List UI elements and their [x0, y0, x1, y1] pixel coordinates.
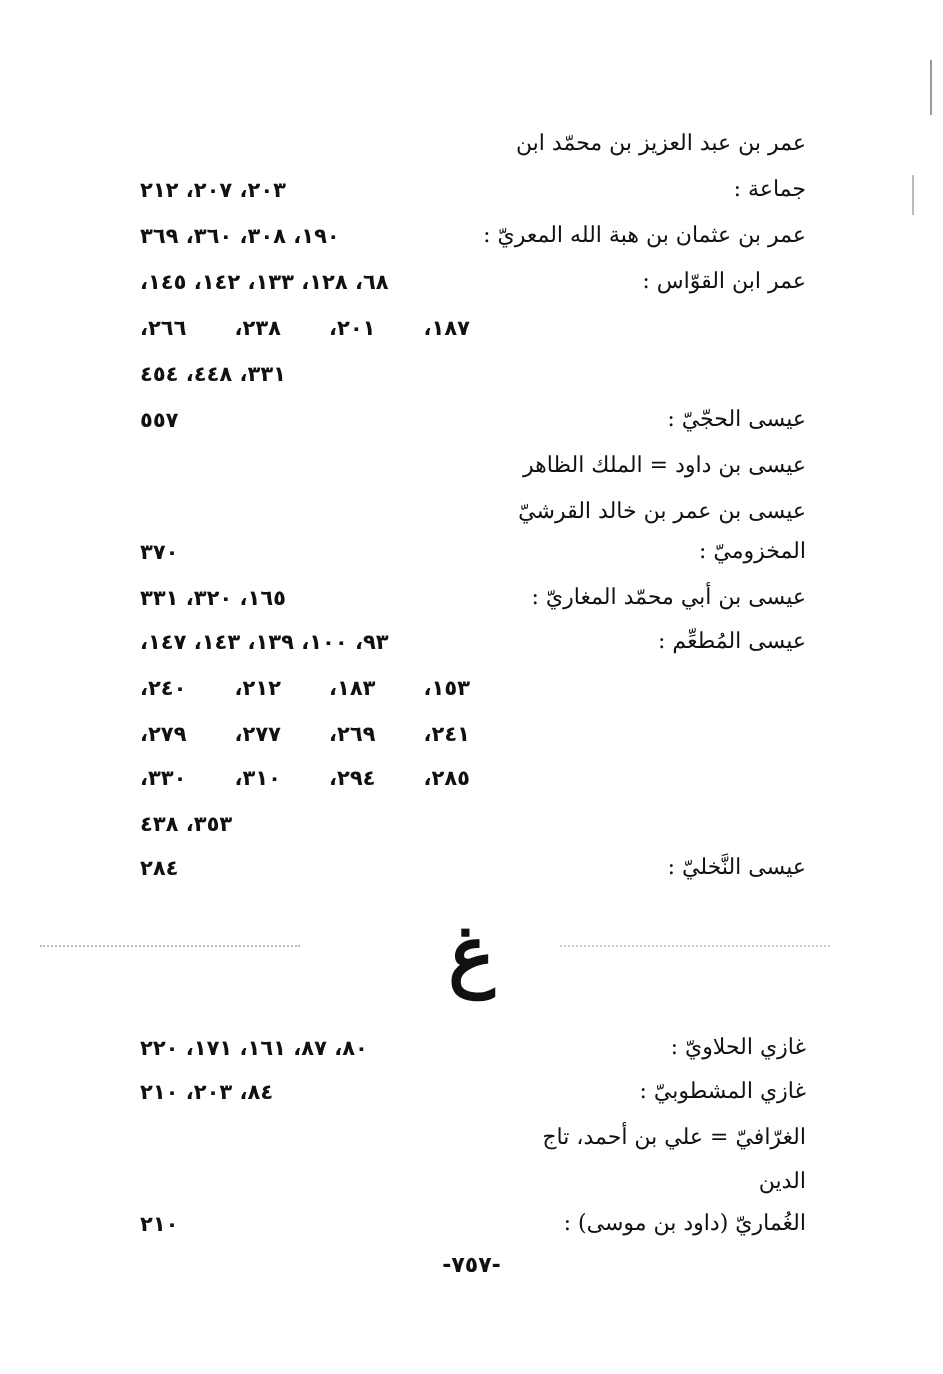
index-entry-continuation [140, 306, 470, 350]
index-entry-continuation [140, 712, 470, 756]
index-entry [130, 490, 806, 534]
entry-name: عيسى بن أبي محمّد المغاريّ : [531, 585, 806, 610]
index-entry [130, 576, 806, 620]
entry-pages: ٦٨، ١٢٨، ١٣٣، ١٤٢، ١٤٥، [140, 270, 389, 294]
entry-pages: ١٦٥، ٣٢٠، ٣٣١ [140, 586, 286, 610]
index-entry [130, 620, 806, 664]
entry-pages: ٥٥٧ [140, 408, 179, 432]
index-entry [130, 1202, 806, 1246]
entry-pages: ٣٣١، ٤٤٨، ٤٥٤ [140, 362, 286, 386]
scan-margin-mark [930, 60, 932, 115]
entry-name: الغُماريّ (داود بن موسى) : [563, 1211, 806, 1236]
index-entry [130, 1116, 806, 1160]
entry-pages: ٣٧٠ [140, 540, 179, 564]
page-number: -٧٥٧- [442, 1253, 501, 1278]
index-entry [130, 530, 806, 574]
entry-name: عمر بن عبد العزيز بن محمّد ابن [515, 131, 806, 156]
section-letter: غ [448, 909, 495, 1000]
entry-name: عيسى بن عمر بن خالد القرشيّ [518, 499, 806, 524]
entry-pages: ٩٣، ١٠٠، ١٣٩، ١٤٣، ١٤٧، [140, 630, 389, 654]
index-entry [130, 444, 806, 488]
entry-pages: ١٨٧، ٢٠١، ٢٣٨، ٢٦٦، [140, 316, 470, 340]
index-entry [130, 168, 806, 212]
entry-pages: ٨٤، ٢٠٣، ٢١٠ [140, 1080, 274, 1104]
entry-name: عيسى الحجّيّ : [667, 407, 806, 432]
entry-name: عيسى بن داود = الملك الظاهر [523, 453, 806, 478]
entry-pages: ١٥٣، ١٨٣، ٢١٢، ٢٤٠، [140, 676, 470, 700]
index-entry [130, 214, 806, 258]
index-entry [130, 846, 806, 890]
index-entry [130, 260, 806, 304]
index-entry [130, 1026, 806, 1070]
index-entry-continuation [140, 756, 470, 800]
entry-name: الدين [758, 1169, 806, 1194]
scan-margin-mark [912, 175, 914, 215]
entry-name: المخزوميّ : [698, 539, 806, 564]
entry-pages: ٣٥٣، ٤٣٨ [140, 812, 233, 836]
entry-name: جماعة : [733, 177, 806, 202]
entry-pages: ٢٤١، ٢٦٩، ٢٧٧، ٢٧٩، [140, 722, 470, 746]
entry-name: عيسى المُطعِّم : [658, 629, 806, 654]
entry-pages: ٨٠، ٨٧، ١٦١، ١٧١، ٢٢٠ [140, 1036, 368, 1060]
index-entry-continuation [130, 352, 806, 396]
entry-name: غازي المشطوبيّ : [639, 1079, 806, 1104]
entry-name: عمر بن عثمان بن هبة الله المعريّ : [483, 223, 806, 248]
entry-name: عمر ابن القوّاس : [642, 269, 806, 294]
entry-pages: ٢٨٤ [140, 856, 179, 880]
entry-pages: ٢٨٥، ٢٩٤، ٣١٠، ٣٣٠، [140, 766, 470, 790]
entry-name: عيسى النَّخليّ : [667, 855, 806, 880]
index-entry-continuation [140, 666, 470, 710]
entry-name: غازي الحلاويّ : [670, 1035, 806, 1060]
entry-pages: ١٩٠، ٣٠٨، ٣٦٠، ٣٦٩ [140, 224, 340, 248]
index-entry-continuation [130, 802, 806, 846]
index-entry [130, 398, 806, 442]
entry-pages: ٢١٠ [140, 1212, 179, 1236]
index-entry [130, 122, 806, 166]
entry-pages: ٢٠٣، ٢٠٧، ٢١٢ [140, 178, 286, 202]
index-entry [130, 1160, 806, 1204]
entry-name: الغرّافيّ = علي بن أحمد، تاج [542, 1125, 806, 1150]
index-entry [130, 1070, 806, 1114]
